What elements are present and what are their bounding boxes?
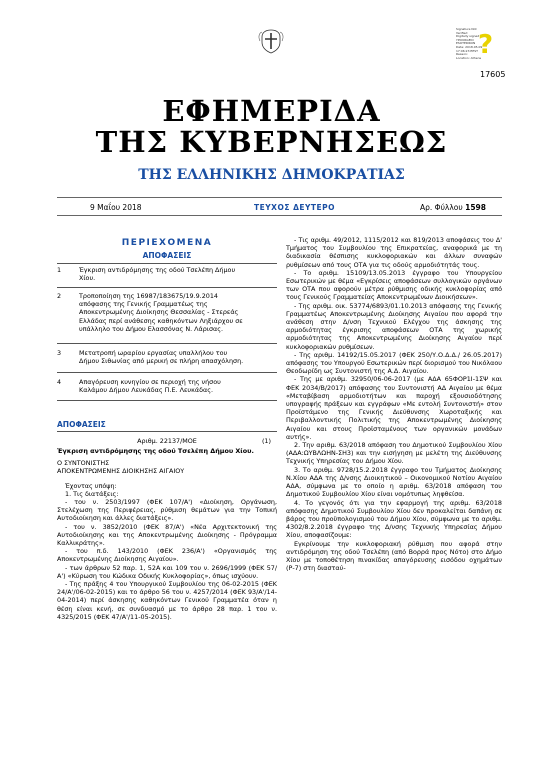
contents-title: ΠΕΡΙΕΧΟΜΕΝΑ (121, 238, 213, 248)
question-mark-icon: ? (478, 30, 494, 60)
provision-paragraph: - του π.δ. 143/2010 (ΦΕΚ 236/Α') «Οργανισμός της Αποκεντρωμένης Διοίκησης Αιγαίου». (57, 547, 277, 564)
provision-paragraph: - του ν. 3852/2010 (ΦΕΚ 87/Α') «Νέα Αρχιτεκτονική της Αυτοδιοίκησης και της Αποκεντρωμένης Διοίκησης - Πρόγραμμα Καλλικράτης». (57, 522, 277, 548)
toc-item-4[interactable] (57, 378, 277, 398)
gazette-subtitle: ΤΗΣ ΕΛΛΗΝΙΚΗΣ ΔΗΜΟΚΡΑΤΙΑΣ (138, 167, 405, 183)
header-divider-bottom (57, 215, 502, 216)
digital-signature-stamp (456, 28, 502, 62)
provision-paragraph: - Της πράξης 4 του Υπουργικού Συμβουλίου της 06-02-2015 (ΦΕΚ 24/Α'/06-02-2015) και το άρθρο 56 του ν. 4257/2014 (ΦΕΚ 93/Α'/14-04-2014) περί άσκησης καθηκόντων Γενικού Γραμματέα όταν η θέση είναι κενή, σε συνδυασμό με το άρθρο 28 παρ. 1 του ν. 4325/2015 (ΦΕΚ 47/Α'/11-05-2015). (57, 580, 277, 621)
greek-coat-of-arms-icon (257, 27, 285, 55)
decision-number-row (57, 437, 277, 445)
toc-divider (57, 287, 277, 288)
sheet-label: Αρ. Φύλλου (420, 203, 463, 212)
provision-paragraph: - των άρθρων 52 παρ. 1, 52Α και 109 του ν. 2696/1999 (ΦΕΚ 57/Α') «Κύρωση του Κώδικα Οδικής Κυκλοφορίας», όπως ισχύουν. (57, 563, 277, 580)
gazette-title-line1: ΕΦΗΜΕΡΙΔΑ (162, 94, 381, 128)
toc-item-text: Απαγόρευση κυνηγίου σε περιοχή της νήσου Καλάμου Δήμου Λευκάδας Π.Ε. Λευκάδας. (79, 378, 221, 395)
toc-item-number: 1 (57, 266, 62, 274)
provision-paragraph: Εγκρίνουμε την κυκλοφοριακή ρύθμιση που αφορά στην αντιδρόμηση της οδού Τσελέπη (από Βορρά προς Νότο) στο Δήμο Χίου με τοποθέτηση πινακίδας απαγόρευσης εισόδου οχημάτων (Ρ-7) στη διασταύ- (286, 539, 502, 573)
issue-series: ΤΕΥΧΟΣ ΔΕΥΤΕΡΟ (254, 203, 336, 212)
decisions-heading-rule (57, 431, 277, 432)
toc-item-1[interactable] (57, 266, 277, 286)
signature-text: Signature Not Verified Digitally signed by YPOURGEIO ESOTERIKON Date: 2018.05.09 17:06:23 EEST Reason: Location: Athens (456, 27, 484, 60)
provision-paragraph: - Της αριθμ. 14192/15.05.2017 (ΦΕΚ 250/Υ.Ο.Δ.Δ./ 26.05.2017) απόφασης του Υπουργού Εσωτερικών περί διορισμού του Νικόλαου Θεοδωρίδη ως Συντονιστή της Α.Δ. Αιγαίου. (286, 350, 502, 376)
decision-body-right (286, 236, 502, 572)
toc-divider (57, 400, 277, 401)
contents-section: ΑΠΟΦΑΣΕΙΣ (142, 251, 192, 260)
issue-date: 9 Μαΐου 2018 (90, 203, 142, 212)
toc-item-number: 3 (57, 349, 62, 357)
decisions-heading: ΑΠΟΦΑΣΕΙΣ (57, 420, 106, 429)
gazette-title-line2: ΤΗΣ ΚΥΒΕΡΝΗΣΕΩΣ (95, 125, 448, 159)
toc-item-2[interactable] (57, 292, 277, 344)
provision-paragraph: 4. Το γεγονός ότι για την εφαρμογή της αριθμ. 63/2018 απόφασης Δημοτικού Συμβουλίου Χίου δεν προκαλείται δαπάνη σε βάρος του προϋπολογισμού του Δήμου Χίου, σύμφωνα με το αριθμ. 4302/8.2.2018 έγγραφο της Δ/νσης Τεχνικής Υπηρεσίας Δήμου Χίου, αποφασίζουμε: (286, 498, 502, 540)
authority-line-1: Ο ΣΥΝΤΟΝΙΣΤΗΣ (57, 459, 110, 468)
decision-number: Αριθμ. 22137/ΜΟΕ (137, 437, 197, 445)
provision-paragraph: - του ν. 2503/1997 (ΦΕΚ 107/Α') «Διοίκηση, Οργάνωση, Στελέχωση της Περιφέρειας, ρύθμιση θεμάτων για την Τοπική Αυτοδιοίκηση και άλλες διατάξεις». (57, 498, 277, 523)
sheet-number (420, 203, 486, 212)
header-divider-top (57, 197, 502, 198)
decision-body-left (57, 437, 277, 621)
toc-item-number: 4 (57, 378, 62, 386)
toc-divider (57, 343, 277, 344)
toc-item-3[interactable] (57, 349, 277, 369)
provisions-heading: 1. Τις διατάξεις: (65, 489, 119, 498)
toc-item-text: Έγκριση αντιδρόμησης της οδού Τσελέπη Δήμου Χίου. (79, 266, 236, 283)
decision-title: Έγκριση αντιδρόμησης της οδού Τσελέπη Δήμου Χίου. (57, 447, 254, 455)
provision-paragraph: 3. Το αριθμ. 9728/15.2.2018 έγγραφο του Τμήματος Διοίκησης Ν.Χίου ΑΔΑ της Δ/νσης Διοικητικού – Οικονομικού Νοτίου Αιγαίου ΑΔΑ, σύμφωνα με το οποίο η αριθμ. 63/2018 απόφαση του Δημοτικού Συμβουλίου Χίου είναι νομότυπως ληφθείσα. (286, 465, 502, 499)
toc-divider (57, 263, 277, 264)
toc-item-text: Τροποποίηση της 16987/183675/19.9.2014 απόφασης της Γενικής Γραμματέως της Αποκεντρωμένης Διοίκησης Θεσσαλίας - Στερεάς Ελλάδας περί ανάθεσης καθηκόντων Ληξιάρχου σε υπάλληλο του Δήμου Ελασσόνας Ν. Λάρισας. (79, 292, 243, 333)
sheet-number-value: 1598 (465, 203, 486, 212)
provision-paragraph: - Της με αριθμ. 32950/06-06-2017 (με ΑΔΑ 65ΦΟΡ1Ι-1ΣΨ και ΦΕΚ 2034/Β/2017) απόφασης του Συντονιστή ΑΔ Αιγαίου με θέμα «Μεταβίβαση αρμοδιοτήτων και παροχή εξουσιοδότησης υπογραφής πράξεων και εγγράφων «Με εντολή Συντονιστή» στον Προϊστάμενο της Γενικής Διεύθυνσης Χωροταξικής και Περιβαλλοντικής Πολιτικής της Αποκεντρωμένης Διοίκησης Αιγαίου και στους Προϊσταμένους των οργανικών μονάδων αυτής». (286, 375, 502, 441)
provision-paragraph: - Τις αριθμ. 49/2012, 1115/2012 και 819/2013 αποφάσεις του Δ' Τμήματος του Συμβουλίου της Επικρατείας, αναφορικά με τη διαδικασία θέσπισης κυκλοφοριακών και άλλων συναφών ρυθμίσεων από τους ΟΤΑ για τις οδούς αρμοδιότητάς τους. (286, 236, 502, 269)
toc-item-number: 2 (57, 292, 62, 300)
authority-line-2: ΑΠΟΚΕΝΤΡΩΜΕΝΗΣ ΔΙΟΙΚΗΣΗΣ ΑΙΓΑΙΟΥ (57, 467, 185, 476)
document-number: 17605 (480, 70, 506, 79)
toc-divider (57, 372, 277, 373)
decision-counter: (1) (261, 437, 271, 445)
having-regard: Έχοντας υπόψη: (65, 481, 117, 490)
toc-item-text: Μετατροπή ωραρίου εργασίας υπαλλήλου του Δήμου Σιθωνίας από μερική σε πλήρη απασχόληση. (79, 349, 244, 366)
provision-paragraph: - Της αριθμ. οικ. 53774/6893/01.10.2013 απόφασης της Γενικής Γραμματέως Αποκεντρωμένης Διοίκησης Αιγαίου που αφορά την ανάθεση στην Δ/νση Τεχνικού Ελέγχου της άσκησης της αρμοδιότητας έγκρισης αποφάσεων ΟΤΑ της χωρικής αρμοδιότητας της Αποκεντρωμένης Διοίκησης Αιγαίου περί κυκλοφοριακών ρυθμίσεων. (286, 301, 502, 351)
provision-paragraph: - Το αριθμ. 15109/13.05.2013 έγγραφο του Υπουργείου Εσωτερικών με θέμα «Εγκρίσεις αποφάσεων συλλογικών οργάνων των ΟΤΑ που αφορούν μέτρα ρύθμισης οδικής κυκλοφορίας από τους Γενικούς Γραμματείας Αποκεντρωμένων Διοικήσεων». (286, 268, 502, 302)
provision-paragraph: 2. Την αριθμ. 63/2018 απόφαση του Δημοτικού Συμβουλίου Χίου (ΑΔΑ:ΩΥΒΛΩΗΝ-ΣΗ3) και την εισήγηση με μελέτη της Διεύθυνσης Τεχνικής Υπηρεσίας του Δήμου Χίου. (286, 441, 502, 466)
